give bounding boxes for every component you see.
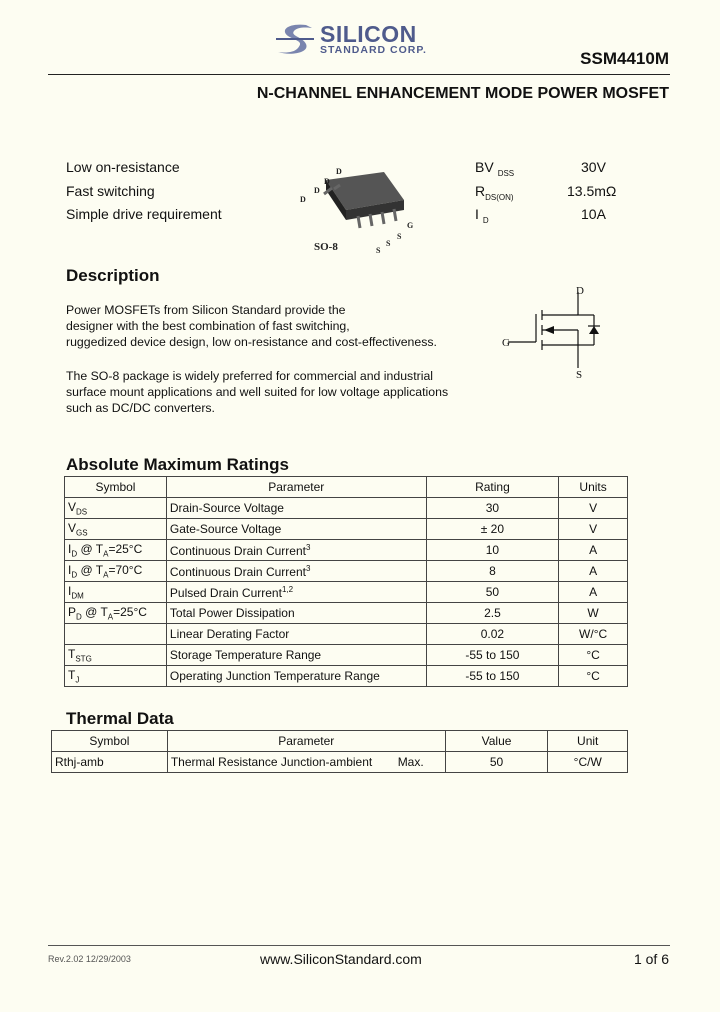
company-subtitle: STANDARD CORP. [320,44,427,56]
table-row [65,540,628,561]
pkg-pin-label: D [300,195,306,204]
package-label: SO-8 [314,241,338,253]
spec-symbol-sub: D [482,215,489,225]
cell-symbol [65,624,167,645]
cell-symbol [65,582,167,603]
param-text: Continuous Drain Current [169,564,306,579]
cell-symbol [65,645,167,666]
symbol-main: P [68,604,77,619]
cell-symbol [65,540,167,561]
header-divider [48,74,670,75]
so8-package-icon [296,158,426,258]
spec-value: 30V [581,159,606,175]
table-header-row [65,477,628,498]
table-row [52,752,628,773]
spec-row [475,203,635,227]
cell-units: V [559,519,628,540]
cell-units: A [559,540,628,561]
company-name: SILICON [320,21,417,47]
symbol-cond-temp: =25°C [108,541,143,556]
column-header: Unit [548,731,628,752]
symbol-sub: DM [71,591,84,601]
cell-rating: 0.02 [426,624,559,645]
text-line: designer with the best combination of fast switching, [66,319,350,333]
cell-symbol: Rthj-amb [52,752,168,773]
cell-parameter [166,561,426,582]
cell-rating: 30 [426,498,559,519]
table-row [65,561,628,582]
param-text: Gate-Source Voltage [169,522,282,536]
feature-item: Simple drive requirement [66,206,222,222]
abs-max-table [64,476,628,687]
footnote-ref: 1,2 [281,584,294,594]
table-row [65,519,628,540]
product-title: N-CHANNEL ENHANCEMENT MODE POWER MOSFET [256,85,669,102]
table-header-row [52,731,628,752]
logo-swoosh-icon [276,22,316,56]
key-specs [475,156,635,227]
symbol-source-label: S [576,369,583,380]
symbol-sub: D [71,570,78,580]
thermal-table [51,730,628,773]
column-header: Parameter [167,731,445,752]
table-row [65,498,628,519]
cell-symbol [65,666,167,687]
symbol-cond-sub: A [103,570,109,580]
symbol-sub: J [75,675,80,685]
cell-symbol [65,561,167,582]
cell-limit: Max. [377,752,445,773]
spec-symbol: BV [475,159,494,175]
table-row [65,645,628,666]
footnote-ref: 3 [305,563,311,573]
company-logo [276,22,446,56]
feature-item: Low on-resistance [66,159,180,175]
cell-rating: -55 to 150 [426,645,559,666]
cell-rating: 8 [426,561,559,582]
symbol-cond: @ T [80,562,104,577]
symbol-sub: D [76,612,82,622]
mosfet-symbol-icon [498,280,608,380]
text-line: ruggedized device design, low on-resistance and cost-effectiveness. [66,335,437,349]
spec-value: 13.5mΩ [567,182,617,199]
symbol-sub: D [71,549,78,559]
cell-rating: -55 to 150 [426,666,559,687]
symbol-main: V [68,520,77,535]
spec-row [475,156,635,180]
cell-parameter [166,498,426,519]
param-text: Drain-Source Voltage [169,501,284,515]
cell-parameter [166,645,426,666]
cell-units: A [559,561,628,582]
cell-unit: °C/W [548,752,628,773]
cell-units: °C [559,666,628,687]
page-number: 1 of 6 [633,951,669,967]
symbol-drain-label: D [576,285,584,297]
spec-symbol-sub: DSS [497,168,515,178]
abs-max-heading: Absolute Maximum Ratings [66,455,289,474]
table-row [65,582,628,603]
cell-rating: 10 [426,540,559,561]
spec-row [475,180,635,204]
pkg-pin-label: D [324,177,330,186]
cell-parameter [166,666,426,687]
footer-divider [48,945,670,946]
description-heading: Description [66,266,160,285]
cell-value: 50 [445,752,548,773]
param-text: Storage Temperature Range [169,648,322,662]
description-para-2 [66,368,448,416]
param-text: Total Power Dissipation [169,606,295,620]
symbol-cond: @ T [85,604,108,619]
cell-parameter [166,519,426,540]
cell-symbol [65,519,167,540]
pkg-pin-label: S [386,239,391,248]
pkg-pin-label: D [336,167,342,176]
website-link[interactable]: www.SiliconStandard.com [260,951,422,967]
column-header: Symbol [65,477,167,498]
symbol-main: I [68,562,72,577]
spec-symbol: R [475,182,486,199]
cell-parameter [166,624,426,645]
cell-rating: 50 [426,582,559,603]
pkg-pin-label: D [314,186,320,195]
column-header: Symbol [52,731,168,752]
symbol-cond-sub: A [103,549,109,559]
cell-units: V [559,498,628,519]
cell-parameter [166,582,426,603]
column-header: Parameter [166,477,426,498]
revision-label: Rev.2.02 12/29/2003 [48,954,131,964]
table-row [65,666,628,687]
pkg-pin-label: S [397,232,402,241]
text-line: such as DC/DC converters. [66,401,215,415]
cell-rating: 2.5 [426,603,559,624]
column-header: Value [445,731,548,752]
symbol-main: I [68,583,72,598]
column-header: Units [559,477,628,498]
symbol-gate-label: G [502,337,510,349]
table-row [65,624,628,645]
part-number: SSM4410M [580,49,669,68]
column-header: Rating [426,477,559,498]
symbol-main: T [68,646,76,661]
symbol-sub: DS [76,507,88,517]
text-line: surface mount applications and well suited for low voltage applications [66,385,449,399]
description-para-1 [66,302,437,350]
cell-units: W/°C [559,624,628,645]
spec-symbol-sub: DS(ON) [485,192,514,202]
spec-symbol: I [475,206,479,222]
cell-rating: ± 20 [426,519,559,540]
symbol-sub: GS [76,528,88,538]
symbol-cond-sub: A [107,612,114,622]
spec-value: 10A [581,206,606,222]
symbol-main: I [68,541,72,556]
feature-item: Fast switching [66,182,155,199]
cell-parameter [166,540,426,561]
footnote-ref: 3 [305,542,311,552]
symbol-main: V [68,499,77,514]
symbol-cond: @ T [80,541,104,556]
pkg-pin-label: G [407,221,414,230]
cell-units: A [559,582,628,603]
param-text: Linear Derating Factor [169,627,290,641]
feature-list [66,156,222,227]
thermal-heading: Thermal Data [66,709,174,728]
table-row [65,603,628,624]
symbol-main: T [68,667,76,682]
cell-parameter: Thermal Resistance Junction-ambient [167,752,376,773]
param-text: Pulsed Drain Current [169,585,282,600]
cell-symbol [65,603,167,624]
text-line: Power MOSFETs from Silicon Standard provide the [66,303,346,317]
symbol-cond-temp: =25°C [113,604,147,619]
cell-units: °C [559,645,628,666]
cell-symbol [65,498,167,519]
param-text: Operating Junction Temperature Range [169,669,380,683]
symbol-sub: STG [75,654,92,664]
pkg-pin-label: S [376,246,381,255]
cell-units: W [559,603,628,624]
cell-parameter [166,603,426,624]
symbol-cond-temp: =70°C [108,562,143,577]
param-text: Continuous Drain Current [169,543,306,558]
text-line: The SO-8 package is widely preferred for commercial and industrial [66,369,434,383]
